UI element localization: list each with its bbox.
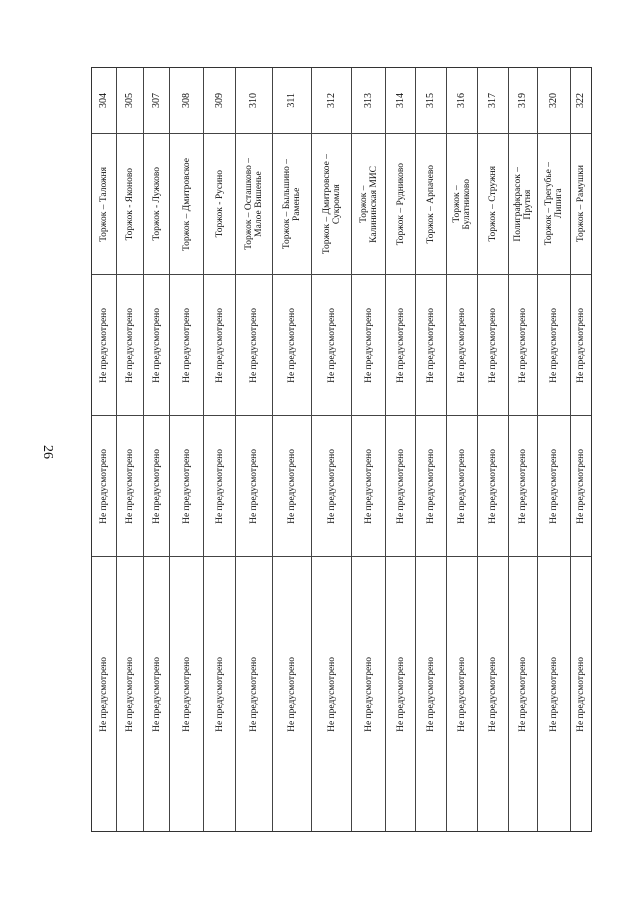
status-text: Не предусмотрено xyxy=(99,448,109,524)
status-cell-3 xyxy=(144,557,169,831)
status-cell-2 xyxy=(352,416,385,557)
table-row xyxy=(478,68,509,831)
route-number-cell xyxy=(416,68,446,134)
route-number: 313 xyxy=(362,93,374,108)
status-cell-1 xyxy=(170,275,203,416)
status-cell-1 xyxy=(144,275,169,416)
route-number-cell xyxy=(352,68,385,134)
status-text: Не предусмотрено xyxy=(518,656,528,732)
route-number: 311 xyxy=(286,93,297,108)
status-text: Не предусмотрено xyxy=(457,656,467,732)
status-cell-3 xyxy=(478,557,508,831)
status-cell-1 xyxy=(352,275,385,416)
status-cell-1 xyxy=(538,275,570,416)
routes-table xyxy=(91,67,592,832)
status-text: Не предусмотрено xyxy=(426,656,436,732)
route-name-cell xyxy=(447,134,477,275)
table-row xyxy=(571,68,591,831)
route-number-cell xyxy=(538,68,570,134)
route-number: 319 xyxy=(517,93,528,108)
status-text: Не предусмотрено xyxy=(363,656,374,732)
route-number: 305 xyxy=(124,93,135,108)
status-text: Не предусмотрено xyxy=(457,307,467,383)
table-row xyxy=(117,68,144,831)
route-name: Торжок – Рамушки xyxy=(576,165,586,243)
status-text: Не предусмотрено xyxy=(99,656,109,732)
status-cell-2 xyxy=(92,416,116,557)
route-number: 314 xyxy=(394,93,406,108)
route-name-cell xyxy=(312,134,351,275)
route-number: 322 xyxy=(575,93,586,108)
route-name: Торжок – Калининская МИС xyxy=(358,165,379,243)
status-cell-1 xyxy=(571,275,591,416)
status-text: Не предусмотрено xyxy=(214,307,225,383)
status-text: Не предусмотрено xyxy=(363,448,374,524)
route-number: 315 xyxy=(425,93,436,108)
status-text: Не предусмотрено xyxy=(363,307,374,383)
table-row xyxy=(170,68,204,831)
status-text: Не предусмотрено xyxy=(249,307,259,383)
route-number-cell xyxy=(447,68,477,134)
table-row xyxy=(144,68,170,831)
route-number: 310 xyxy=(248,93,259,108)
table-row xyxy=(92,68,117,831)
status-text: Не предусмотрено xyxy=(287,307,297,383)
status-text: Не предусмотрено xyxy=(549,656,559,732)
route-number-cell xyxy=(204,68,235,134)
status-text: Не предусмотрено xyxy=(576,448,586,524)
table-row xyxy=(352,68,386,831)
status-text: Не предусмотрено xyxy=(151,448,162,524)
status-text: Не предусмотрено xyxy=(326,656,337,732)
route-name-cell xyxy=(478,134,508,275)
status-text: Не предусмотрено xyxy=(518,448,528,524)
table-row xyxy=(447,68,478,831)
route-number: 320 xyxy=(548,93,559,108)
status-text: Не предусмотрено xyxy=(395,656,406,732)
status-text: Не предусмотрено xyxy=(214,448,225,524)
status-cell-3 xyxy=(236,557,272,831)
status-cell-2 xyxy=(386,416,415,557)
status-cell-3 xyxy=(117,557,143,831)
status-text: Не предусмотрено xyxy=(99,307,109,383)
status-cell-2 xyxy=(273,416,311,557)
table-row xyxy=(538,68,571,831)
route-name-cell xyxy=(352,134,385,275)
route-number-cell xyxy=(509,68,537,134)
route-name: Торжок - Русино xyxy=(214,170,225,238)
route-number: 312 xyxy=(325,93,337,108)
status-text: Не предусмотрено xyxy=(181,656,192,732)
route-number-cell xyxy=(312,68,351,134)
route-name: Полиграфкрасок – Прутня xyxy=(513,166,533,242)
table-row xyxy=(273,68,312,831)
table-row xyxy=(386,68,416,831)
table-row xyxy=(236,68,273,831)
status-text: Не предусмотрено xyxy=(576,656,586,732)
route-name: Торжок – Осташково – Малое Вишенье xyxy=(244,158,264,250)
route-number-cell xyxy=(478,68,508,134)
route-name-cell xyxy=(386,134,415,275)
status-cell-1 xyxy=(92,275,116,416)
status-cell-3 xyxy=(352,557,385,831)
status-text: Не предусмотрено xyxy=(214,656,225,732)
status-cell-1 xyxy=(204,275,235,416)
status-text: Не предусмотрено xyxy=(518,307,528,383)
status-cell-1 xyxy=(273,275,311,416)
route-name-cell xyxy=(509,134,537,275)
route-number: 307 xyxy=(150,93,162,108)
status-cell-3 xyxy=(571,557,591,831)
route-number-cell xyxy=(170,68,203,134)
status-text: Не предусмотрено xyxy=(125,656,135,732)
route-number: 316 xyxy=(456,93,467,108)
route-name: Торжок - Яконово xyxy=(125,167,135,241)
status-cell-3 xyxy=(273,557,311,831)
status-cell-1 xyxy=(312,275,351,416)
status-text: Не предусмотрено xyxy=(395,307,406,383)
route-name: Торжок – Таложня xyxy=(99,166,109,242)
status-text: Не предусмотрено xyxy=(549,307,559,383)
route-name-cell xyxy=(538,134,570,275)
route-number-cell xyxy=(144,68,169,134)
route-number-cell xyxy=(117,68,143,134)
status-text: Не предусмотрено xyxy=(125,307,135,383)
route-number: 308 xyxy=(180,93,192,108)
route-name-cell xyxy=(204,134,235,275)
status-text: Не предусмотрено xyxy=(181,307,192,383)
route-number-cell xyxy=(92,68,116,134)
status-text: Не предусмотрено xyxy=(326,448,337,524)
status-text: Не предусмотрено xyxy=(457,448,467,524)
route-number-cell xyxy=(386,68,415,134)
route-name: Торжок – Рудниково xyxy=(395,162,406,246)
route-name: Торжок – Быльшино – Раменье xyxy=(282,158,302,250)
status-cell-3 xyxy=(416,557,446,831)
status-text: Не предусмотрено xyxy=(576,307,586,383)
route-number: 317 xyxy=(487,93,498,108)
status-text: Не предусмотрено xyxy=(249,656,259,732)
route-name: Торжок – Дмитровское – Сукромля xyxy=(321,153,342,255)
status-cell-2 xyxy=(312,416,351,557)
status-text: Не предусмотрено xyxy=(488,307,498,383)
status-cell-1 xyxy=(416,275,446,416)
table-row xyxy=(312,68,352,831)
status-text: Не предусмотрено xyxy=(426,448,436,524)
status-cell-2 xyxy=(571,416,591,557)
status-cell-2 xyxy=(509,416,537,557)
status-cell-3 xyxy=(386,557,415,831)
status-text: Не предусмотрено xyxy=(395,448,406,524)
status-cell-1 xyxy=(447,275,477,416)
status-cell-1 xyxy=(386,275,415,416)
status-cell-3 xyxy=(447,557,477,831)
route-number: 304 xyxy=(98,93,109,108)
route-name-cell xyxy=(236,134,272,275)
route-name: Торжок – Булатниково xyxy=(452,178,472,230)
route-name-cell xyxy=(273,134,311,275)
status-cell-1 xyxy=(117,275,143,416)
status-cell-2 xyxy=(447,416,477,557)
route-number-cell xyxy=(273,68,311,134)
status-text: Не предусмотрено xyxy=(181,448,192,524)
status-text: Не предусмотрено xyxy=(125,448,135,524)
status-cell-2 xyxy=(144,416,169,557)
status-cell-2 xyxy=(204,416,235,557)
table-row xyxy=(204,68,236,831)
route-name-cell xyxy=(92,134,116,275)
status-cell-1 xyxy=(478,275,508,416)
route-name: Торжок – Трегубье – Липига xyxy=(544,162,564,246)
status-cell-3 xyxy=(92,557,116,831)
route-name-cell xyxy=(571,134,591,275)
status-cell-1 xyxy=(509,275,537,416)
page-number: 26 xyxy=(40,445,55,459)
route-name: Торжок - Лужково xyxy=(151,167,162,241)
status-text: Не предусмотрено xyxy=(488,656,498,732)
status-cell-3 xyxy=(312,557,351,831)
route-number-cell xyxy=(571,68,591,134)
route-name-cell xyxy=(170,134,203,275)
route-name: Торжок – Арпачево xyxy=(426,164,436,244)
status-cell-1 xyxy=(236,275,272,416)
status-cell-2 xyxy=(170,416,203,557)
status-text: Не предусмотрено xyxy=(326,307,337,383)
status-cell-2 xyxy=(117,416,143,557)
status-cell-2 xyxy=(478,416,508,557)
status-text: Не предусмотрено xyxy=(426,307,436,383)
route-name-cell xyxy=(416,134,446,275)
status-cell-3 xyxy=(204,557,235,831)
status-cell-3 xyxy=(538,557,570,831)
table-row xyxy=(509,68,538,831)
status-cell-2 xyxy=(236,416,272,557)
status-text: Не предусмотрено xyxy=(287,656,297,732)
route-name: Торжок – Стружня xyxy=(488,166,498,242)
status-cell-3 xyxy=(509,557,537,831)
route-name: Торжок – Дмитровское xyxy=(181,157,192,251)
route-name-cell xyxy=(117,134,143,275)
status-text: Не предусмотрено xyxy=(151,656,162,732)
table-row xyxy=(416,68,447,831)
status-text: Не предусмотрено xyxy=(249,448,259,524)
status-cell-3 xyxy=(170,557,203,831)
route-number-cell xyxy=(236,68,272,134)
status-text: Не предусмотрено xyxy=(549,448,559,524)
status-cell-2 xyxy=(416,416,446,557)
route-number: 309 xyxy=(213,93,225,108)
status-text: Не предусмотрено xyxy=(151,307,162,383)
status-text: Не предусмотрено xyxy=(488,448,498,524)
status-cell-2 xyxy=(538,416,570,557)
status-text: Не предусмотрено xyxy=(287,448,297,524)
route-name-cell xyxy=(144,134,169,275)
